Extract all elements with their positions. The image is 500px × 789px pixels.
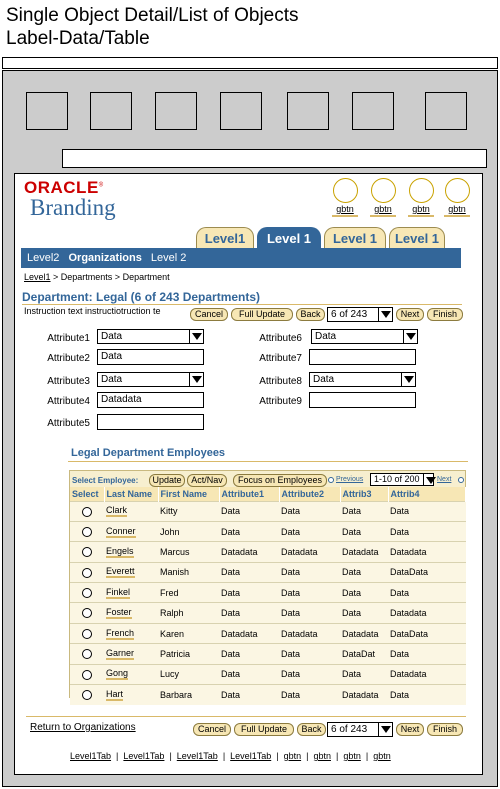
table-row [70, 623, 466, 643]
global-button-4[interactable] [444, 178, 470, 217]
table-cell: Datadata [388, 664, 466, 684]
select-cell [70, 603, 104, 623]
browser-toolbar-button-4[interactable] [220, 92, 262, 130]
global-button-label: gbtn [374, 204, 392, 214]
record-position-select-bottom[interactable] [327, 722, 393, 737]
table-cell: Datadata [340, 623, 388, 643]
attribute2-label: Attribute2 [47, 353, 90, 364]
table-cell: Data [279, 583, 340, 603]
last-name-text: Foster [106, 607, 132, 618]
table-cell: Barbara [158, 685, 219, 705]
select-cell [70, 664, 104, 684]
oracle-logo-text: ORACLE [24, 178, 99, 197]
select-cell [70, 644, 104, 664]
global-button-1[interactable] [332, 178, 358, 217]
footer-link[interactable]: Level1Tab [70, 751, 112, 761]
attribute2-field[interactable]: Data [97, 349, 204, 365]
select-cell [70, 542, 104, 562]
table-cell: Datadata [388, 603, 466, 623]
last-name-link[interactable] [104, 501, 158, 521]
attribute5-label: Attribute5 [47, 418, 90, 429]
last-name-text: Garner [106, 647, 135, 658]
footer-link[interactable]: gbtn [283, 751, 302, 761]
global-button-2[interactable] [370, 178, 396, 217]
chevron-down-icon [403, 330, 417, 343]
attribute4-label: Attribute4 [47, 396, 90, 407]
global-button-icon [445, 178, 470, 203]
footer-separator: | [306, 751, 309, 761]
column-header-attribute1[interactable]: Attribute1 [219, 487, 279, 501]
table-row [70, 501, 466, 521]
table-cell: Karen [158, 623, 219, 643]
next-button-bottom[interactable]: Next [396, 723, 424, 736]
browser-toolbar-button-2[interactable] [90, 92, 132, 130]
attribute1-select[interactable] [97, 329, 204, 344]
global-button-icon [371, 178, 396, 203]
select-employee-label [72, 476, 138, 485]
global-button-icon [333, 178, 358, 203]
footer-link[interactable]: gbtn [313, 751, 331, 761]
last-name-link[interactable] [104, 562, 158, 582]
last-name-link[interactable] [104, 623, 158, 643]
last-name-link[interactable] [104, 685, 158, 705]
attribute6-label: Attribute6 [259, 333, 302, 344]
employees-section-title: Legal Department Employees [71, 447, 226, 459]
tab-level1-a[interactable]: Level1 [196, 227, 254, 249]
breadcrumb-link-level1[interactable]: Level1 [24, 272, 51, 282]
last-name-text: Clark [106, 505, 128, 516]
previous-link[interactable]: Previous [336, 476, 364, 483]
global-button-label: gbtn [448, 204, 466, 214]
table-cell: Data [279, 603, 340, 623]
global-button-label: gbtn [412, 204, 430, 214]
table-cell: Data [340, 562, 388, 582]
table-cell: Data [279, 685, 340, 705]
attribute9-field[interactable] [309, 392, 416, 408]
attribute5-field[interactable] [97, 414, 204, 430]
attribute6-select[interactable] [311, 329, 418, 344]
footer-separator: | [335, 751, 339, 761]
footer-links [70, 751, 391, 761]
footer-separator: | [276, 751, 279, 761]
chevron-down-icon [378, 308, 392, 321]
footer-separator: | [116, 751, 119, 761]
window-title-bar [2, 57, 498, 69]
table-cell: Ralph [158, 603, 219, 623]
back-button[interactable]: Back [296, 308, 325, 321]
table-cell: Datadata [279, 623, 340, 643]
last-name-link[interactable] [104, 603, 158, 623]
employees-table-body [70, 501, 466, 705]
table-cell: Data [279, 664, 340, 684]
finish-button-bottom[interactable]: Finish [427, 723, 463, 736]
column-header-attrib3[interactable]: Attrib3 [340, 487, 388, 501]
last-name-link[interactable] [104, 664, 158, 684]
table-cell: Data [219, 583, 279, 603]
select-cell [70, 521, 104, 541]
act-nav-button[interactable]: Act/Nav [187, 474, 227, 487]
cancel-button[interactable]: Cancel [190, 308, 228, 321]
table-cell: Lucy [158, 664, 219, 684]
finish-button[interactable]: Finish [427, 308, 463, 321]
table-header-row [70, 487, 466, 501]
select-cell [70, 501, 104, 521]
attribute8-label: Attribute8 [259, 376, 302, 387]
table-cell: Data [388, 644, 466, 664]
select-cell [70, 623, 104, 643]
column-header-select: Select [70, 487, 104, 501]
record-position-value: 6 of 243 [331, 309, 368, 320]
table-cell: Data [219, 501, 279, 521]
attribute1-value: Data [101, 331, 123, 342]
attribute9-label: Attribute9 [259, 396, 302, 407]
table-cell: Data [219, 521, 279, 541]
table-cell: Datadata [340, 685, 388, 705]
footer-separator: | [222, 751, 226, 761]
global-button-label: gbtn [336, 204, 354, 214]
table-cell: Data [219, 603, 279, 623]
full-update-button-bottom[interactable]: Full Update [234, 723, 294, 736]
table-cell: Kitty [158, 501, 219, 521]
attribute4-field[interactable]: Datadata [97, 392, 204, 408]
table-cell: Data [388, 501, 466, 521]
table-row [70, 664, 466, 684]
table-row [70, 562, 466, 582]
global-button-3[interactable] [408, 178, 434, 217]
table-cell: Data [340, 664, 388, 684]
row-select-radio[interactable] [82, 670, 92, 680]
table-cell: Data [340, 603, 388, 623]
last-name-text: French [106, 627, 135, 638]
global-button-underline [444, 215, 470, 217]
table-row [70, 685, 466, 705]
table-cell: Data [388, 583, 466, 603]
attribute3-select[interactable] [97, 372, 204, 387]
table-cell: Manish [158, 562, 219, 582]
table-cell: Data [219, 562, 279, 582]
record-position-select[interactable] [327, 307, 393, 322]
breadcrumb-rest: > Departments > Department [50, 272, 170, 282]
table-cell: Data [279, 521, 340, 541]
footer-separator: | [365, 751, 369, 761]
tab-level1-b[interactable]: Level 1 [324, 227, 386, 249]
table-row [70, 603, 466, 623]
previous-icon [328, 477, 334, 483]
row-select-radio[interactable] [82, 568, 92, 578]
select-cell [70, 562, 104, 582]
chevron-down-icon [423, 474, 433, 485]
table-cell: Data [219, 685, 279, 705]
row-select-radio[interactable] [82, 507, 92, 517]
table-cell: Datadata [219, 623, 279, 643]
footer-link[interactable]: gbtn [343, 751, 361, 761]
last-name-text: Hart [106, 688, 124, 699]
last-name-text: Everett [106, 566, 135, 577]
next-icon [458, 477, 464, 483]
table-cell: Datadata [279, 542, 340, 562]
table-cell: Datadata [340, 542, 388, 562]
nav-item-level2[interactable]: Level2 [27, 252, 60, 264]
global-button-underline [370, 215, 396, 217]
table-cell: Data [340, 521, 388, 541]
attribute8-value: Data [313, 374, 335, 385]
update-button[interactable]: Update [149, 474, 185, 487]
title-divider [22, 304, 462, 305]
employee-range-value: 1-10 of 200 [374, 474, 420, 484]
attribute7-field[interactable] [309, 349, 416, 365]
heading-line-2: Label-Data/Table [6, 28, 150, 49]
focus-on-employees-button[interactable]: Focus on Employees [233, 474, 327, 487]
nav-item-level2-b[interactable]: Level 2 [150, 252, 187, 264]
footer-separator: | [169, 751, 172, 761]
branding-title: Branding [30, 195, 116, 220]
instruction-text: Instruction text instructiotruction te [24, 306, 161, 316]
table-cell: Data [219, 664, 279, 684]
table-cell: Data [388, 685, 466, 705]
row-select-radio[interactable] [82, 649, 92, 659]
full-update-button[interactable]: Full Update [231, 308, 293, 321]
footer-link[interactable]: Level1Tab [123, 751, 165, 761]
chevron-down-icon [189, 330, 203, 343]
record-position-value: 6 of 243 [331, 724, 368, 735]
last-name-link[interactable] [104, 644, 158, 664]
last-name-link[interactable] [104, 521, 158, 541]
browser-toolbar-button-3[interactable] [155, 92, 197, 130]
browser-toolbar-button-5[interactable] [287, 92, 329, 130]
registered-mark: ® [98, 182, 104, 189]
last-name-link[interactable] [104, 542, 158, 562]
next-page-link[interactable]: Next [437, 476, 452, 483]
column-header-last-name[interactable]: Last Name [104, 487, 158, 501]
nav-item-organizations[interactable]: Organizations [68, 252, 142, 264]
chevron-down-icon [189, 373, 203, 386]
row-select-radio[interactable] [82, 527, 92, 537]
footer-link[interactable]: Level1Tab [176, 751, 218, 761]
table-row [70, 521, 466, 541]
last-name-link[interactable] [104, 583, 158, 603]
table-cell: Data [279, 644, 340, 664]
cancel-button-bottom[interactable]: Cancel [193, 723, 231, 736]
tab-level1-active[interactable]: Level 1 [257, 227, 321, 249]
breadcrumb [24, 272, 170, 282]
select-employee-text: Select Employee: [72, 476, 139, 485]
table-cell: Fred [158, 583, 219, 603]
level2-navbar [21, 248, 461, 268]
browser-toolbar-button-1[interactable] [26, 92, 68, 130]
employees-table [70, 487, 466, 705]
last-name-text: Engels [106, 545, 134, 556]
chevron-down-icon [378, 723, 392, 736]
attribute6-value: Data [315, 331, 337, 342]
next-button[interactable]: Next [396, 308, 424, 321]
employee-range-select[interactable] [370, 473, 434, 486]
table-cell: DataDat [340, 644, 388, 664]
row-select-radio[interactable] [82, 629, 92, 639]
table-cell: DataData [388, 562, 466, 582]
footer-link[interactable]: gbtn [373, 751, 391, 761]
attribute1-label: Attribute1 [47, 333, 90, 344]
employees-section-divider [68, 461, 468, 462]
table-cell: Data [279, 501, 340, 521]
table-cell: Data [219, 644, 279, 664]
attribute8-select[interactable] [309, 372, 416, 387]
global-button-underline [408, 215, 434, 217]
row-select-radio[interactable] [82, 547, 92, 557]
global-button-underline [332, 215, 358, 217]
last-name-text: Gong [106, 668, 129, 679]
row-select-radio[interactable] [82, 608, 92, 618]
table-cell: Data [340, 583, 388, 603]
row-select-radio[interactable] [82, 588, 92, 598]
select-cell [70, 583, 104, 603]
column-header-attrib4[interactable]: Attrib4 [388, 487, 466, 501]
attribute3-value: Data [101, 374, 123, 385]
table-cell: Data [388, 521, 466, 541]
global-button-icon [409, 178, 434, 203]
table-cell: Data [279, 562, 340, 582]
table-cell: Datadata [388, 542, 466, 562]
table-cell: John [158, 521, 219, 541]
browser-toolbar-button-6[interactable] [352, 92, 394, 130]
table-cell: Marcus [158, 542, 219, 562]
column-header-first-name[interactable]: First Name [158, 487, 219, 501]
table-cell: Datadata [219, 542, 279, 562]
address-bar[interactable] [62, 149, 487, 168]
chevron-down-icon [401, 373, 415, 386]
select-cell [70, 685, 104, 705]
table-cell: Patricia [158, 644, 219, 664]
heading-line-1: Single Object Detail/List of Objects [6, 5, 299, 26]
table-cell: Data [340, 501, 388, 521]
back-button-bottom[interactable]: Back [297, 723, 326, 736]
page-heading [6, 4, 299, 50]
last-name-text: Conner [106, 525, 136, 536]
return-to-organizations-link[interactable]: Return to Organizations [30, 722, 136, 733]
column-header-attribute2[interactable]: Attribute2 [279, 487, 340, 501]
table-row [70, 583, 466, 603]
browser-toolbar-button-7[interactable] [425, 92, 467, 130]
table-row [70, 542, 466, 562]
attribute3-label: Attribute3 [47, 376, 90, 387]
footer-link[interactable]: Level1Tab [230, 751, 272, 761]
tab-level1-c[interactable]: Level 1 [389, 227, 445, 249]
row-select-radio[interactable] [82, 690, 92, 700]
table-cell: DataData [388, 623, 466, 643]
bottom-divider [26, 716, 466, 717]
page-title: Department: Legal (6 of 243 Departments) [22, 290, 261, 304]
last-name-text: Finkel [106, 586, 131, 597]
attribute7-label: Attribute7 [259, 353, 302, 364]
table-row [70, 644, 466, 664]
